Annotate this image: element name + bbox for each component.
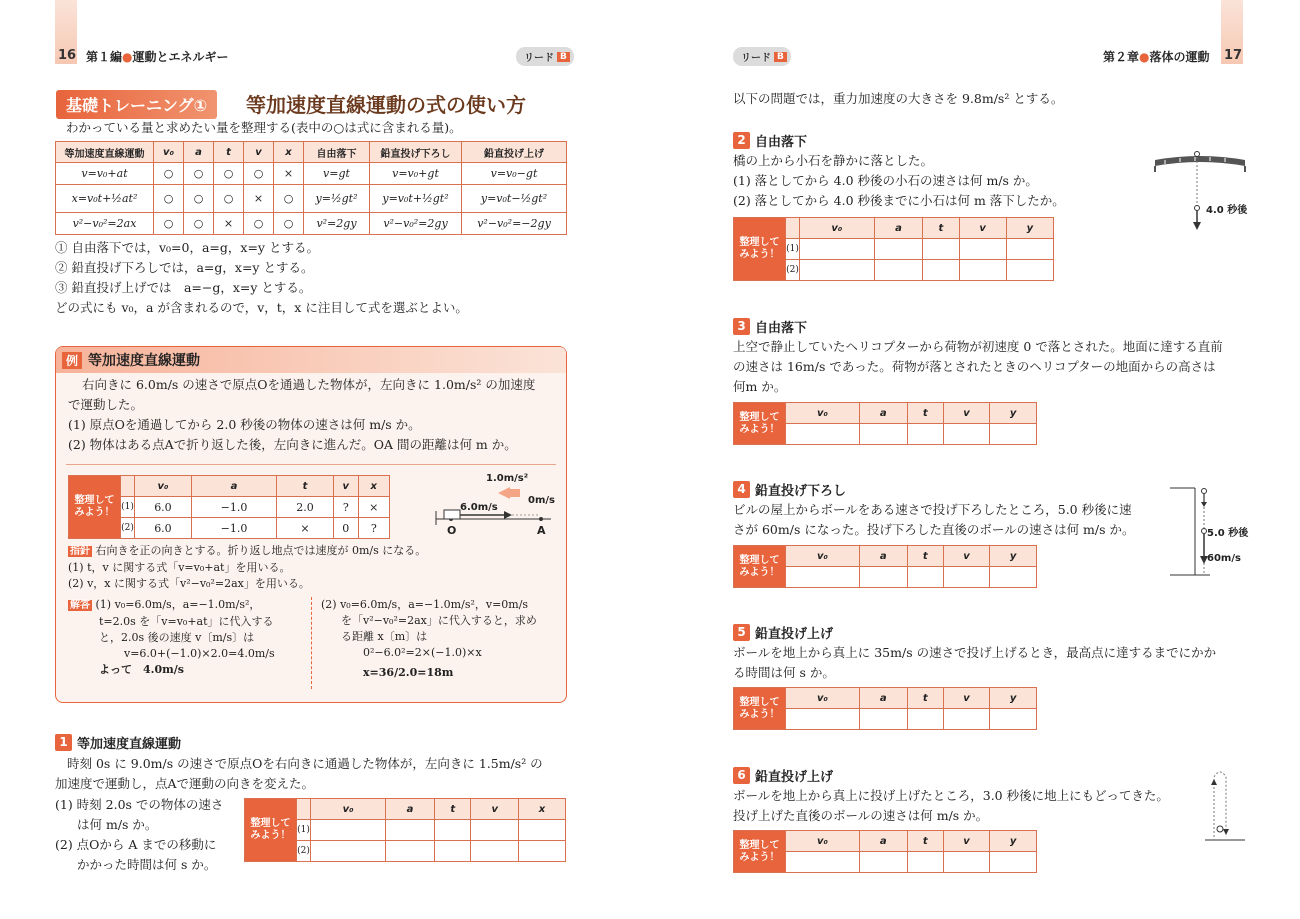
bridge-figure bbox=[1150, 150, 1250, 240]
formula-table-header bbox=[56, 142, 567, 163]
th-t: t bbox=[214, 142, 244, 163]
answer-cell[interactable] bbox=[959, 239, 1006, 260]
th-v: v bbox=[959, 218, 1006, 239]
mark-cell: × bbox=[244, 185, 274, 213]
note-line: どの式にも v₀，a が含まれるので，v，t，x に注目して式を選ぶとよい。 bbox=[55, 300, 468, 315]
fig-time-label: 5.0 秒後 bbox=[1207, 528, 1249, 539]
mark-cell: ○ bbox=[184, 185, 214, 213]
row-number: (2) bbox=[121, 518, 135, 539]
section-banner: 基礎トレーニング① bbox=[56, 90, 217, 119]
answer-cell[interactable] bbox=[859, 567, 907, 588]
hint-line: 右向きを正の向きとする。折り返し地点では速度が 0m/s になる。 bbox=[95, 544, 427, 557]
question-line: ビルの屋上からボールをある速さで投げ下ろしたところ，5.0 秒後に速 bbox=[733, 502, 1132, 517]
formula-cell: y=½gt² bbox=[304, 185, 370, 213]
th-a: a bbox=[859, 688, 907, 709]
formula-cell: v²=2gy bbox=[304, 213, 370, 235]
example-line: 右向きに 6.0m/s の速さで原点Oを通過した物体が，左向きに 1.0m/s² の加速度 bbox=[82, 377, 536, 392]
formula-cell: y=v₀t+½gt² bbox=[370, 185, 462, 213]
page-header-right: 第２章●落体の運動 bbox=[1103, 50, 1210, 64]
value-cell: 0 bbox=[333, 518, 358, 539]
formula-cell: v²−v₀²=−2gy bbox=[462, 213, 567, 235]
lead-label: リード bbox=[524, 53, 554, 64]
answer-divider bbox=[311, 597, 312, 689]
note-line: ① 自由落下では，v₀=0，a=g，x=y とする。 bbox=[55, 240, 319, 255]
fig-accel-label: 1.0m/s² bbox=[486, 473, 529, 484]
formula-cell: v=v₀−gt bbox=[462, 163, 567, 185]
fig-speed-label: 60m/s bbox=[1207, 553, 1241, 564]
th-t: t bbox=[907, 403, 943, 424]
table-row bbox=[56, 185, 567, 213]
header-part: 第２章 bbox=[1103, 50, 1140, 64]
th-a: a bbox=[874, 218, 923, 239]
answer-cell[interactable] bbox=[786, 567, 860, 588]
mark-cell: ○ bbox=[244, 163, 274, 185]
answer-cell[interactable] bbox=[943, 567, 990, 588]
fig-v-label: 0m/s bbox=[528, 495, 555, 506]
th-y: y bbox=[1006, 218, 1053, 239]
question-6-table bbox=[733, 830, 1037, 873]
th-v0: v₀ bbox=[135, 476, 192, 497]
question-2-table bbox=[733, 217, 1054, 281]
answer-tag: 解答 bbox=[70, 600, 90, 611]
th-t: t bbox=[907, 688, 943, 709]
th-x: x bbox=[358, 476, 389, 497]
question-number: 1 bbox=[55, 734, 72, 751]
th-y: y bbox=[990, 546, 1037, 567]
question-title: 鉛直投げ上げ bbox=[755, 770, 834, 785]
th-v0: v₀ bbox=[311, 799, 386, 820]
answer-cell[interactable] bbox=[471, 820, 519, 841]
mark-cell: ○ bbox=[244, 213, 274, 235]
answer-cell[interactable] bbox=[311, 841, 386, 862]
th-y: y bbox=[990, 403, 1037, 424]
answer-cell[interactable] bbox=[943, 852, 990, 873]
value-cell: −1.0 bbox=[191, 497, 276, 518]
question-line: 上空で静止していたヘリコプターから荷物が初速度 0 で落とされた。地面に達する直前 bbox=[733, 339, 1223, 354]
question-4-text bbox=[733, 500, 1135, 540]
organize-label-text: 整理して みよう！ bbox=[74, 495, 115, 518]
answer-cell[interactable] bbox=[471, 841, 519, 862]
answer-cell[interactable] bbox=[800, 239, 875, 260]
answer-line: x=36/2.0=18m bbox=[363, 666, 454, 679]
value-cell: × bbox=[277, 518, 334, 539]
mark-cell: ○ bbox=[184, 213, 214, 235]
question-line: る時間は何 s か。 bbox=[733, 665, 835, 680]
question-6-title bbox=[733, 766, 833, 785]
answer-cell[interactable] bbox=[518, 841, 565, 862]
row-number: (2) bbox=[297, 841, 311, 862]
answer-line: v=6.0+(−1.0)×2.0=4.0m/s bbox=[124, 647, 275, 660]
mark-cell: ○ bbox=[214, 185, 244, 213]
corner bbox=[297, 799, 311, 820]
example-header bbox=[56, 347, 566, 373]
organize-label bbox=[734, 546, 786, 588]
question-title: 等加速度直線運動 bbox=[77, 737, 182, 752]
mark-cell: ○ bbox=[214, 163, 244, 185]
th-a: a bbox=[859, 403, 907, 424]
lead-level: B bbox=[774, 52, 787, 62]
question-number: 2 bbox=[733, 132, 750, 149]
answer-line: 0²−6.0²=2×(−1.0)×x bbox=[363, 646, 482, 659]
question-title: 鉛直投げ下ろし bbox=[755, 484, 847, 499]
question-title: 鉛直投げ上げ bbox=[755, 627, 834, 642]
organize-label bbox=[734, 688, 786, 730]
question-5-table bbox=[733, 687, 1037, 730]
th-motion: 等加速度直線運動 bbox=[56, 142, 154, 163]
question-number: 6 bbox=[733, 767, 750, 784]
value-cell: ? bbox=[358, 518, 389, 539]
mark-cell: ○ bbox=[154, 213, 184, 235]
answer-cell[interactable] bbox=[907, 852, 943, 873]
th-a: a bbox=[859, 546, 907, 567]
intro-text: わかっている量と求めたい量を整理する(表中の○は式に含まれる量)。 bbox=[66, 120, 462, 135]
answer-cell[interactable] bbox=[434, 841, 470, 862]
answer-cell[interactable] bbox=[907, 709, 943, 730]
organize-label-text: 整理して みよう！ bbox=[739, 554, 780, 578]
question-1-sub bbox=[55, 795, 223, 875]
th-v: v bbox=[943, 688, 990, 709]
answer-cell[interactable] bbox=[859, 424, 907, 445]
th-v: v bbox=[943, 403, 990, 424]
lead-label: リード bbox=[741, 53, 771, 64]
fig-a-label: A bbox=[537, 524, 546, 537]
th-throw-up: 鉛直投げ上げ bbox=[462, 142, 567, 163]
question-line: ボールを地上から真上に 35m/s の速さで投げ上げるとき，最高点に達するまでにかか bbox=[733, 645, 1217, 660]
question-2-text bbox=[733, 151, 1065, 211]
answer-cell[interactable] bbox=[786, 709, 860, 730]
answer-cell[interactable] bbox=[1006, 239, 1053, 260]
question-title: 自由落下 bbox=[755, 321, 808, 336]
answer-cell[interactable] bbox=[907, 424, 943, 445]
subquestion-line: かかった時間は何 s か。 bbox=[77, 857, 217, 872]
th-v: v bbox=[244, 142, 274, 163]
question-number: 3 bbox=[733, 318, 750, 335]
table-row bbox=[56, 213, 567, 235]
th-v0: v₀ bbox=[786, 403, 860, 424]
answer-cell[interactable] bbox=[923, 260, 959, 281]
lead-badge-left bbox=[516, 47, 574, 66]
formula-cell: x=v₀t+½at² bbox=[56, 185, 154, 213]
value-cell: 6.0 bbox=[135, 497, 192, 518]
formula-cell: v=gt bbox=[304, 163, 370, 185]
question-line: (2) 落としてから 4.0 秒後までに小石は何 m 落下したか。 bbox=[733, 193, 1065, 208]
value-cell: ? bbox=[333, 497, 358, 518]
note-line: ② 鉛直投げ下ろしでは，a=g，x=y とする。 bbox=[55, 260, 314, 275]
row-number: (1) bbox=[786, 239, 800, 260]
formula-cell: v=v₀+at bbox=[56, 163, 154, 185]
corner bbox=[786, 218, 800, 239]
example-text bbox=[68, 375, 535, 455]
header-title: 落体の運動 bbox=[1149, 50, 1210, 64]
mark-cell: ○ bbox=[184, 163, 214, 185]
question-line: (1) 落としてから 4.0 秒後の小石の速さは何 m/s か。 bbox=[733, 173, 1038, 188]
th-v: v bbox=[333, 476, 358, 497]
throw-up-figure bbox=[1200, 765, 1250, 845]
example-line: (2) 物体はある点Aで折り返した後，左向きに進んだ。OA 間の距離は何 m か。 bbox=[68, 437, 517, 452]
answer-cell[interactable] bbox=[990, 567, 1037, 588]
mark-cell: × bbox=[214, 213, 244, 235]
question-line: 加速度で運動し，点Aで運動の向きを変えた。 bbox=[55, 776, 315, 791]
th-v: v bbox=[943, 831, 990, 852]
question-line: の速さは 16m/s であった。荷物が落とされたときのヘリコプターの地面からの高さは bbox=[733, 359, 1216, 374]
row-number: (2) bbox=[786, 260, 800, 281]
question-3-title bbox=[733, 317, 807, 336]
answer-line: よって 4.0m/s bbox=[99, 663, 184, 676]
answer-cell[interactable] bbox=[311, 820, 386, 841]
th-v: v bbox=[471, 799, 519, 820]
question-title: 自由落下 bbox=[755, 135, 808, 150]
question-3-text bbox=[733, 337, 1223, 397]
formula-cell: v=v₀+gt bbox=[370, 163, 462, 185]
lead-badge-right bbox=[733, 47, 791, 66]
question-number: 5 bbox=[733, 624, 750, 641]
answer-cell[interactable] bbox=[386, 841, 435, 862]
th-v0: v₀ bbox=[786, 546, 860, 567]
answer-line: (2) v₀=6.0m/s，a=−1.0m/s²，v=0m/s bbox=[321, 598, 529, 611]
example-tag: 例 bbox=[62, 352, 82, 369]
answer-2 bbox=[321, 597, 537, 681]
organize-label bbox=[734, 218, 786, 281]
th-a: a bbox=[386, 799, 435, 820]
value-cell: × bbox=[358, 497, 389, 518]
question-1-title bbox=[55, 733, 181, 752]
question-3-table bbox=[733, 402, 1037, 445]
formula-table bbox=[55, 141, 567, 235]
value-cell: −1.0 bbox=[191, 518, 276, 539]
mark-cell: ○ bbox=[274, 213, 304, 235]
intro-text: 以下の問題では，重力加速度の大きさを 9.8m/s² とする。 bbox=[733, 91, 1064, 106]
table-row bbox=[56, 163, 567, 185]
organize-label-text: 整理して みよう！ bbox=[739, 696, 780, 720]
th-t: t bbox=[907, 546, 943, 567]
header-title: 運動とエネルギー bbox=[132, 50, 229, 64]
answer-cell[interactable] bbox=[874, 239, 923, 260]
value-cell: 2.0 bbox=[277, 497, 334, 518]
example-title: 等加速度直線運動 bbox=[88, 353, 201, 369]
answer-line: (1) v₀=6.0m/s，a=−1.0m/s²， bbox=[95, 598, 261, 611]
answer-cell[interactable] bbox=[943, 424, 990, 445]
hint-tag: 指針 bbox=[70, 546, 90, 557]
mark-cell: ○ bbox=[274, 185, 304, 213]
answer-cell[interactable] bbox=[959, 260, 1006, 281]
th-freefall: 自由落下 bbox=[304, 142, 370, 163]
example-box bbox=[55, 346, 567, 703]
answer-cell[interactable] bbox=[786, 852, 860, 873]
answer-cell[interactable] bbox=[907, 567, 943, 588]
organize-label bbox=[245, 799, 297, 862]
organize-label-text: 整理して みよう！ bbox=[250, 818, 291, 841]
notes bbox=[55, 238, 468, 318]
answer-cell[interactable] bbox=[874, 260, 923, 281]
th-t: t bbox=[434, 799, 470, 820]
th-a: a bbox=[191, 476, 276, 497]
question-2-title bbox=[733, 131, 807, 150]
th-y: y bbox=[990, 688, 1037, 709]
page-title: 等加速度直線運動の式の使い方 bbox=[246, 93, 526, 117]
hint-block bbox=[68, 543, 426, 592]
corner bbox=[121, 476, 135, 497]
th-x: x bbox=[518, 799, 565, 820]
organize-label-text: 整理して みよう！ bbox=[739, 237, 780, 260]
page-header-left: 第１編●運動とエネルギー bbox=[86, 50, 229, 64]
question-number: 4 bbox=[733, 481, 750, 498]
mark-cell: ○ bbox=[154, 163, 184, 185]
th-v0: v₀ bbox=[800, 218, 875, 239]
formula-cell: v²−v₀²=2ax bbox=[56, 213, 154, 235]
th-x: x bbox=[274, 142, 304, 163]
subquestion-line: (2) 点Oから A までの移動に bbox=[55, 837, 217, 852]
question-line: 投げ上げた直後のボールの速さは何 m/s か。 bbox=[733, 808, 989, 823]
organize-label-text: 整理して みよう！ bbox=[739, 839, 780, 863]
th-v: v bbox=[943, 546, 990, 567]
answer-cell[interactable] bbox=[518, 820, 565, 841]
answer-cell[interactable] bbox=[786, 424, 860, 445]
mark-cell: × bbox=[274, 163, 304, 185]
question-line: 何m か。 bbox=[733, 379, 787, 394]
question-1-table bbox=[244, 798, 566, 862]
th-v0: v₀ bbox=[786, 688, 860, 709]
answer-cell[interactable] bbox=[859, 709, 907, 730]
page-number-left: 16 bbox=[58, 48, 77, 63]
header-part: 第１編 bbox=[86, 50, 123, 64]
row-number: (1) bbox=[297, 820, 311, 841]
page-number-right: 17 bbox=[1224, 48, 1243, 63]
answer-line: t=2.0s を「v=v₀+at」に代入する bbox=[99, 615, 274, 628]
example-line: (1) 原点Oを通過してから 2.0 秒後の物体の速さは何 m/s か。 bbox=[68, 417, 421, 432]
organize-label-text: 整理して みよう！ bbox=[739, 411, 780, 435]
question-4-table bbox=[733, 545, 1037, 588]
answer-1 bbox=[68, 597, 275, 678]
answer-cell[interactable] bbox=[800, 260, 875, 281]
organize-label bbox=[734, 831, 786, 873]
question-6-text bbox=[733, 786, 1169, 826]
fig-o-label: O bbox=[447, 524, 457, 537]
answer-line: と，2.0s 後の速度 v〔m/s〕は bbox=[99, 631, 255, 644]
answer-cell[interactable] bbox=[943, 709, 990, 730]
subquestion-line: (1) 時刻 2.0s での物体の速さ bbox=[55, 797, 224, 812]
th-v0: v₀ bbox=[154, 142, 184, 163]
formula-cell: y=v₀t−½gt² bbox=[462, 185, 567, 213]
answer-cell[interactable] bbox=[990, 852, 1037, 873]
subquestion-line: は何 m/s か。 bbox=[77, 817, 158, 832]
th-a: a bbox=[184, 142, 214, 163]
th-t: t bbox=[907, 831, 943, 852]
question-line: ボールを地上から真上に投げ上げたところ，3.0 秒後に地上にもどってきた。 bbox=[733, 788, 1169, 803]
organize-label bbox=[69, 476, 121, 539]
question-1-text bbox=[55, 754, 543, 794]
question-4-title bbox=[733, 480, 846, 499]
value-cell: 6.0 bbox=[135, 518, 192, 539]
question-5-text bbox=[733, 643, 1216, 683]
question-line: さが 60m/s になった。投げ下ろした直後のボールの速さは何 m/s か。 bbox=[733, 522, 1135, 537]
th-t: t bbox=[923, 218, 959, 239]
divider bbox=[66, 464, 556, 465]
question-5-title bbox=[733, 623, 833, 642]
example-table bbox=[68, 475, 390, 539]
answer-line: る距離 x〔m〕は bbox=[341, 630, 428, 643]
th-v0: v₀ bbox=[786, 831, 860, 852]
lead-level: B bbox=[557, 52, 570, 62]
answer-cell[interactable] bbox=[923, 239, 959, 260]
answer-cell[interactable] bbox=[859, 852, 907, 873]
example-line: で運動した。 bbox=[68, 397, 144, 412]
th-t: t bbox=[277, 476, 334, 497]
question-line: 時刻 0s に 9.0m/s の速さで原点Oを右向きに通過した物体が，左向きに 1.5m/s² の bbox=[67, 756, 543, 771]
organize-label bbox=[734, 403, 786, 445]
answer-cell[interactable] bbox=[386, 820, 435, 841]
hint-line: (2) v，x に関する式「v²−v₀²=2ax」を用いる。 bbox=[68, 577, 310, 590]
answer-cell[interactable] bbox=[990, 424, 1037, 445]
th-throw-down: 鉛直投げ下ろし bbox=[370, 142, 462, 163]
answer-cell[interactable] bbox=[434, 820, 470, 841]
th-y: y bbox=[990, 831, 1037, 852]
hint-line: (1) t，v に関する式「v=v₀+at」を用いる。 bbox=[68, 561, 291, 574]
row-number: (1) bbox=[121, 497, 135, 518]
th-a: a bbox=[859, 831, 907, 852]
formula-cell: v²−v₀²=2gy bbox=[370, 213, 462, 235]
answer-line: を「v²−v₀²=2ax」に代入すると，求め bbox=[341, 614, 537, 627]
note-line: ③ 鉛直投げ上げでは a=−g，x=y とする。 bbox=[55, 280, 312, 295]
fig-v0-label: 6.0m/s bbox=[460, 502, 498, 513]
answer-cell[interactable] bbox=[990, 709, 1037, 730]
fig-time-label: 4.0 秒後 bbox=[1206, 205, 1248, 216]
mark-cell: ○ bbox=[154, 185, 184, 213]
question-line: 橋の上から小石を静かに落とした。 bbox=[733, 153, 934, 168]
answer-cell[interactable] bbox=[1006, 260, 1053, 281]
